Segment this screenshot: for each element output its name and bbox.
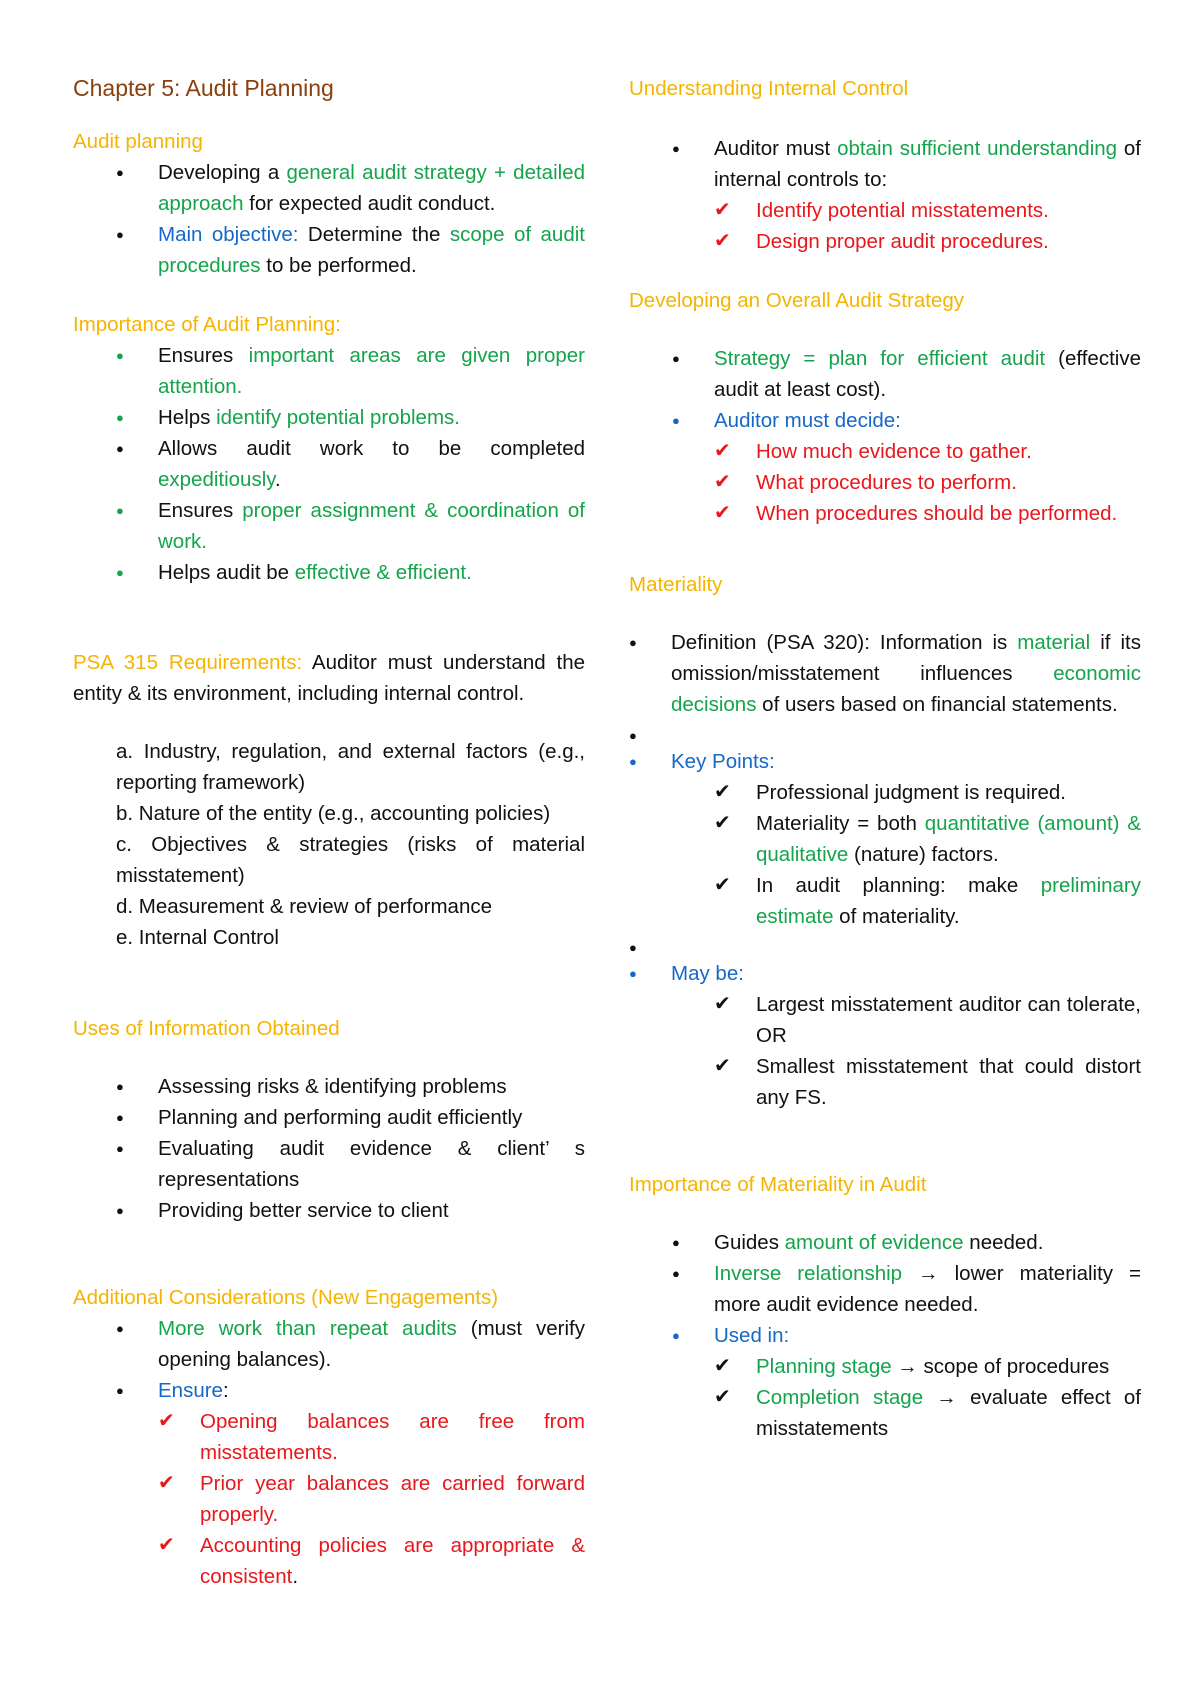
check-item: ✔ Largest misstatement auditor can tolerate, OR xyxy=(756,989,1141,1051)
spacer xyxy=(671,932,1141,958)
key-points-checklist xyxy=(714,777,1141,932)
list-item: b. Nature of the entity (e.g., accounting policies) xyxy=(116,802,551,825)
strategy-heading: Developing an Overall Audit Strategy xyxy=(629,289,965,312)
check-item: ✔ Accounting policies are appropriate & consistent. xyxy=(200,1530,585,1592)
check-item: ✔ Opening balances are free from misstatements. xyxy=(200,1406,585,1468)
audit-planning-list xyxy=(73,157,585,281)
list-item: ● Allows audit work to be completed expeditiously. xyxy=(158,433,585,495)
chapter-title: Chapter 5: Audit Planning xyxy=(73,75,334,101)
list-item: ● Developing a general audit strategy + detailed approach for expected audit conduct. xyxy=(158,157,585,219)
list-item: ● Guides amount of evidence needed. xyxy=(714,1227,1141,1258)
psa315-paragraph: PSA 315 Requirements: Auditor must understand the entity & its environment, including internal control. xyxy=(73,651,586,705)
check-item: ✔ What procedures to perform. xyxy=(756,467,1141,498)
audit-planning-heading: Audit planning xyxy=(73,130,203,153)
strategy-list xyxy=(629,343,1141,529)
uses-heading: Uses of Information Obtained xyxy=(73,1017,340,1040)
additional-list xyxy=(73,1313,585,1592)
materiality-heading: Materiality xyxy=(629,573,723,596)
may-be-checklist xyxy=(714,989,1141,1113)
list-item: ● Strategy = plan for efficient audit (effective audit at least cost). xyxy=(714,343,1141,405)
check-item: ✔ Planning stage → scope of procedures xyxy=(756,1351,1141,1382)
check-item: ✔ Professional judgment is required. xyxy=(756,777,1141,808)
list-item: ● Inverse relationship → lower materiality = more audit evidence needed. xyxy=(714,1258,1141,1320)
check-item: ✔ Materiality = both quantitative (amount) & qualitative (nature) factors. xyxy=(756,808,1141,870)
ensure-checklist xyxy=(158,1406,585,1592)
list-item: c. Objectives & strategies (risks of material misstatement) xyxy=(116,833,585,887)
list-item: ● Evaluating audit evidence & client’ s representations xyxy=(158,1133,585,1195)
additional-heading: Additional Considerations (New Engagements) xyxy=(73,1286,499,1309)
spacer xyxy=(671,720,1141,746)
list-item: ● Auditor must decide: ✔ How much evidence to gather. ✔ What procedures to perform. ✔ When procedures should be performed. xyxy=(714,405,1141,529)
strategy-checklist xyxy=(714,436,1141,529)
importance-list xyxy=(73,340,585,588)
list-item: ● Ensure: ✔ Opening balances are free from misstatements. ✔ Prior year balances are carried forward properly. ✔ Accounting policies are appropriate & consistent. xyxy=(158,1375,585,1592)
list-item: ● Helps audit be effective & efficient. xyxy=(158,557,585,588)
list-item: ● Main objective: Determine the scope of audit procedures to be performed. xyxy=(158,219,585,281)
list-item: ● Planning and performing audit efficiently xyxy=(158,1102,585,1133)
list-item: ● May be: ✔ Largest misstatement auditor can tolerate, OR ✔ Smallest misstatement that could distort any FS. xyxy=(671,958,1141,1113)
check-item: ✔ Design proper audit procedures. xyxy=(756,226,1141,257)
check-item: ✔ Prior year balances are carried forward properly. xyxy=(200,1468,585,1530)
list-item: ● Ensures proper assignment & coordination of work. xyxy=(158,495,585,557)
list-item: e. Internal Control xyxy=(116,926,279,949)
check-item: ✔ Completion stage → evaluate effect of misstatements xyxy=(756,1382,1141,1444)
internal-control-list xyxy=(629,133,1141,257)
uses-list xyxy=(73,1071,585,1226)
importance-heading: Importance of Audit Planning: xyxy=(73,313,341,336)
list-item: ● Providing better service to client xyxy=(158,1195,585,1226)
check-item: ✔ In audit planning: make preliminary estimate of materiality. xyxy=(756,870,1141,932)
list-item: ● More work than repeat audits (must verify opening balances). xyxy=(158,1313,585,1375)
importance-materiality-heading: Importance of Materiality in Audit xyxy=(629,1173,927,1196)
importance-materiality-list xyxy=(629,1227,1141,1444)
list-item: ● Auditor must obtain sufficient understanding of internal controls to: ✔ Identify potential misstatements. ✔ Design proper audit procedures. xyxy=(714,133,1141,257)
check-item: ✔ Identify potential misstatements. xyxy=(756,195,1141,226)
used-in-checklist xyxy=(714,1351,1141,1444)
left-column xyxy=(73,64,585,1592)
internal-control-checklist xyxy=(714,195,1141,257)
check-item: ✔ How much evidence to gather. xyxy=(756,436,1141,467)
list-item: ● Ensures important areas are given proper attention. xyxy=(158,340,585,402)
right-column xyxy=(629,64,1141,1444)
psa315-list xyxy=(73,736,585,953)
list-item: ● Assessing risks & identifying problems xyxy=(158,1071,585,1102)
check-item: ✔ When procedures should be performed. xyxy=(756,498,1141,529)
internal-control-heading: Understanding Internal Control xyxy=(629,77,909,100)
list-item: ● Key Points: ✔ Professional judgment is required. ✔ Materiality = both quantitative (amount) & qualitative (nature) factors. ✔ In audit planning: make preliminary estimate of materiality. xyxy=(671,746,1141,932)
list-item: a. Industry, regulation, and external factors (e.g., reporting framework) xyxy=(116,740,585,794)
list-item: ● Helps identify potential problems. xyxy=(158,402,585,433)
list-item: ● Used in: ✔ Planning stage → scope of procedures ✔ Completion stage → evaluate effect of misstatements xyxy=(714,1320,1141,1444)
materiality-list xyxy=(629,627,1141,1113)
check-item: ✔ Smallest misstatement that could distort any FS. xyxy=(756,1051,1141,1113)
list-item: d. Measurement & review of performance xyxy=(116,895,492,918)
list-item: ● Definition (PSA 320): Information is material if its omission/misstatement influences economic decisions of users based on financial statements. xyxy=(671,627,1141,720)
